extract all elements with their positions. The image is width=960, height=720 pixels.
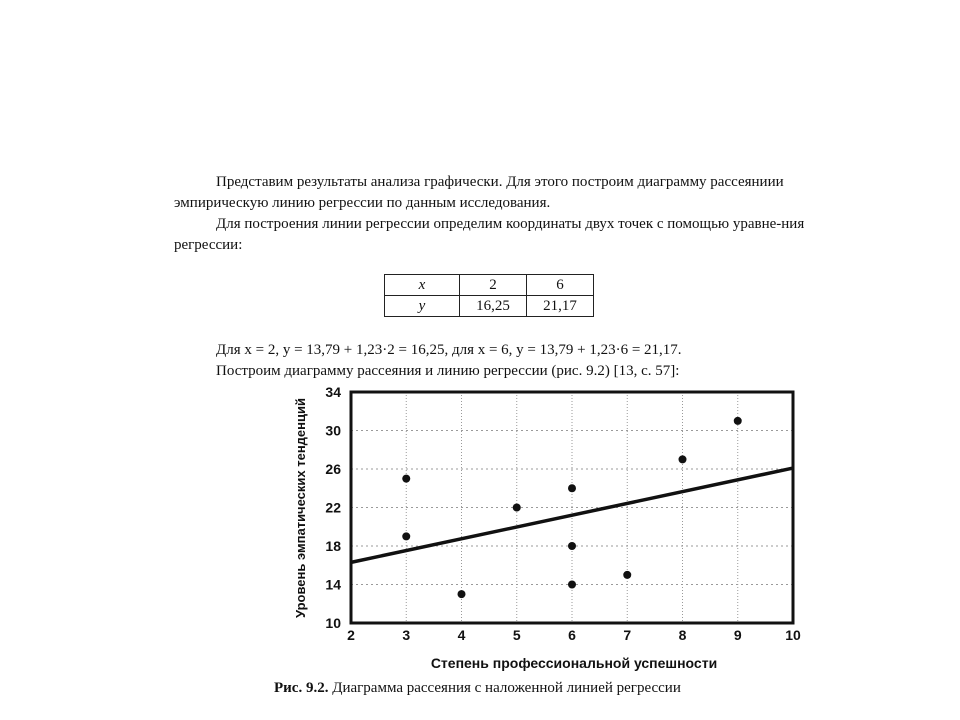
y-tick-label: 34 (325, 384, 341, 400)
formula-line: Для x = 2, y = 13,79 + 1,23·2 = 16,25, для x = 6, y = 13,79 + 1,23·6 = 21,17. (216, 342, 682, 358)
data-point (734, 417, 742, 425)
y-tick-label: 10 (325, 615, 341, 631)
y-tick-label: 22 (325, 499, 341, 516)
x-tick-label: 3 (402, 627, 411, 643)
table-cell: 16,25 (460, 296, 527, 317)
x-axis-label: Степень профессиональной успешности (430, 655, 718, 671)
data-point (568, 484, 576, 492)
figure-caption (274, 680, 681, 697)
data-point (458, 590, 466, 598)
table-cell: y (385, 296, 460, 317)
x-tick-label: 10 (785, 627, 801, 643)
data-point (402, 532, 410, 540)
table-cell: 21,17 (527, 296, 594, 317)
x-tick-label: 5 (512, 627, 521, 643)
data-point (568, 542, 576, 550)
x-tick-label: 2 (347, 627, 355, 643)
paragraph-regression-points: Для построения линии регрессии определим координаты двух точек с помощью уравне-ния регрессии: (174, 216, 805, 253)
table-cell: 2 (460, 275, 527, 296)
y-tick-label: 14 (325, 576, 341, 593)
data-point (568, 581, 576, 589)
x-tick-label: 6 (568, 627, 576, 643)
x-tick-label: 7 (623, 627, 632, 643)
data-point (513, 504, 521, 512)
x-tick-label: 8 (678, 627, 687, 643)
y-tick-label: 26 (325, 461, 341, 477)
table-cell: 6 (527, 275, 594, 296)
x-tick-labels (347, 627, 801, 643)
y-tick-labels (325, 384, 341, 631)
y-tick-label: 18 (325, 538, 341, 554)
paragraph-intro: Представим результаты анализа графически. Для этого построим диаграмму рассеяниии эмпирическую линию регрессии по данным исследования. (174, 174, 784, 211)
x-tick-label: 9 (733, 627, 742, 643)
y-tick-label: 30 (325, 422, 341, 439)
x-tick-label: 4 (457, 627, 466, 643)
table-cell: x (385, 275, 460, 296)
data-point (679, 455, 687, 463)
caption-label: Рис. 9.2. (274, 680, 329, 696)
caption-text: Диаграмма рассеяния с наложенной линией регрессии (332, 680, 681, 696)
data-point (623, 571, 631, 579)
data-point (402, 475, 410, 483)
figure-reference-line: Построим диаграмму рассеяния и линию регрессии (рис. 9.2) [13, с. 57]: (216, 363, 680, 379)
y-axis-label: Уровень эмпатических тенденций (293, 398, 308, 618)
